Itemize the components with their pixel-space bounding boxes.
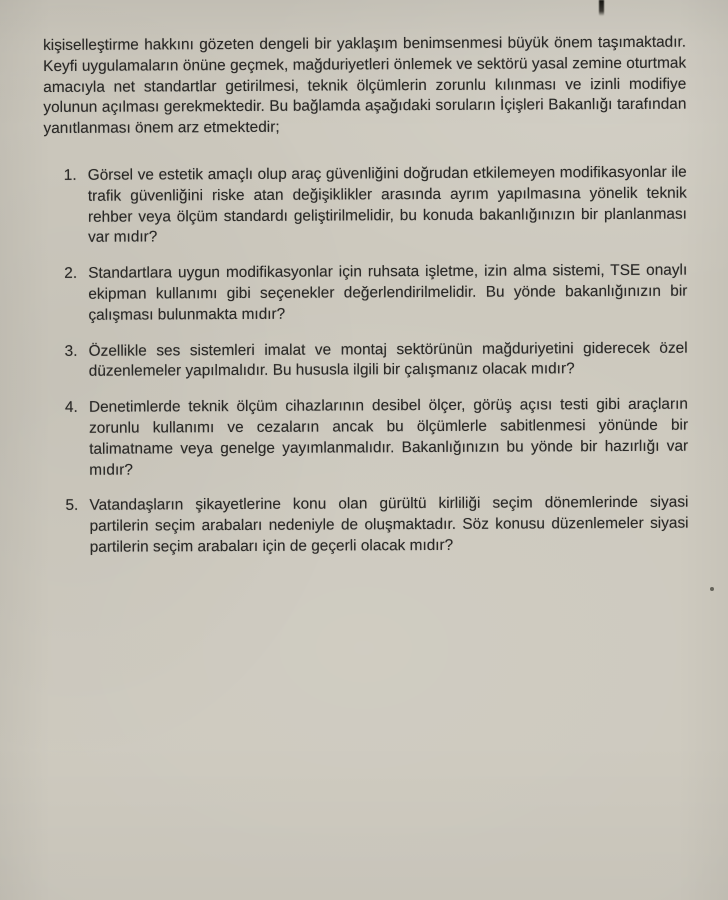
- question-item-2: [64, 261, 687, 327]
- question-number: 2.: [64, 264, 78, 283]
- question-item-3: [65, 338, 688, 383]
- question-item-1: [64, 163, 687, 249]
- question-number: 5.: [65, 497, 79, 515]
- questions-list: [44, 163, 689, 559]
- question-text: Özellikle ses sistemleri imalat ve montaj sektörünün mağduriyetini giderecek özel düzenlemeler yapılmalıdır. Bu hususla ilgili bir çalışmanız olacak mıdır?: [88, 339, 688, 381]
- question-text: Denetimlerde teknik ölçüm cihazlarının desibel ölçer, görüş açısı testi gibi araçların zorunlu kullanımı ve cezaların ancak bu ölçümlerle sabitlenmesi yönünde bir talimatname veya genelge yayımlanmalıdır. Bakanlığınızın bu yönde bir hazırlığı var mıdır?: [88, 395, 689, 479]
- question-text: Standartlara uygun modifikasyonlar için ruhsata işletme, izin alma sistemi, TSE onaylı ekipman kullanımı gibi seçenekler değerlendirilmelidir. Bu yönde bakanlığınızın bir çalışması bulunmakta mıdır?: [88, 261, 688, 324]
- question-item-4: [65, 395, 688, 481]
- photo-artifact-mark: [599, 0, 604, 16]
- question-number: 3.: [64, 342, 78, 360]
- question-number: 1.: [63, 166, 77, 184]
- document-content: [43, 33, 689, 574]
- question-item-5: [65, 493, 688, 559]
- question-text: Görsel ve estetik amaçlı olup araç güvenliğini doğrudan etkilemeyen modifikasyonlar ile trafik güvenliğini riske atan değişiklikler arasında ayrım yapılmasına yönelik teknik rehber veya ölçüm standardı geliştirilmelidir, bu konuda bakanlığınızın bir planlanması var mıdır?: [87, 163, 687, 247]
- intro-paragraph: kişiselleştirme hakkını gözeten dengeli bir yaklaşım benimsenmesi büyük önem taşımaktadır. Keyfi uygulamaların önüne geçmek, mağduriyetleri önlemek ve sektörü yasal zemine oturtmak amacıyla net standartlar getirilmesi, teknik ölçümlerin zorunlu kılınması ve izinli modifiye yolunun açılması gerekmektedir. Bu bağlamda aşağıdaki soruların İçişleri Bakanlığı tarafından yanıtlanması önem arz etmektedir;: [43, 33, 687, 138]
- question-text: Vatandaşların şikayetlerine konu olan gürültü kirliliği seçim dönemlerinde siyasi partilerin seçim arabaları nedeniyle de oluşmaktadır. Söz konusu düzenlemeler siyasi partilerin seçim arabaları için de geçerli olacak mıdır?: [89, 493, 689, 556]
- question-number: 4.: [64, 398, 78, 417]
- dust-speck: [710, 587, 714, 591]
